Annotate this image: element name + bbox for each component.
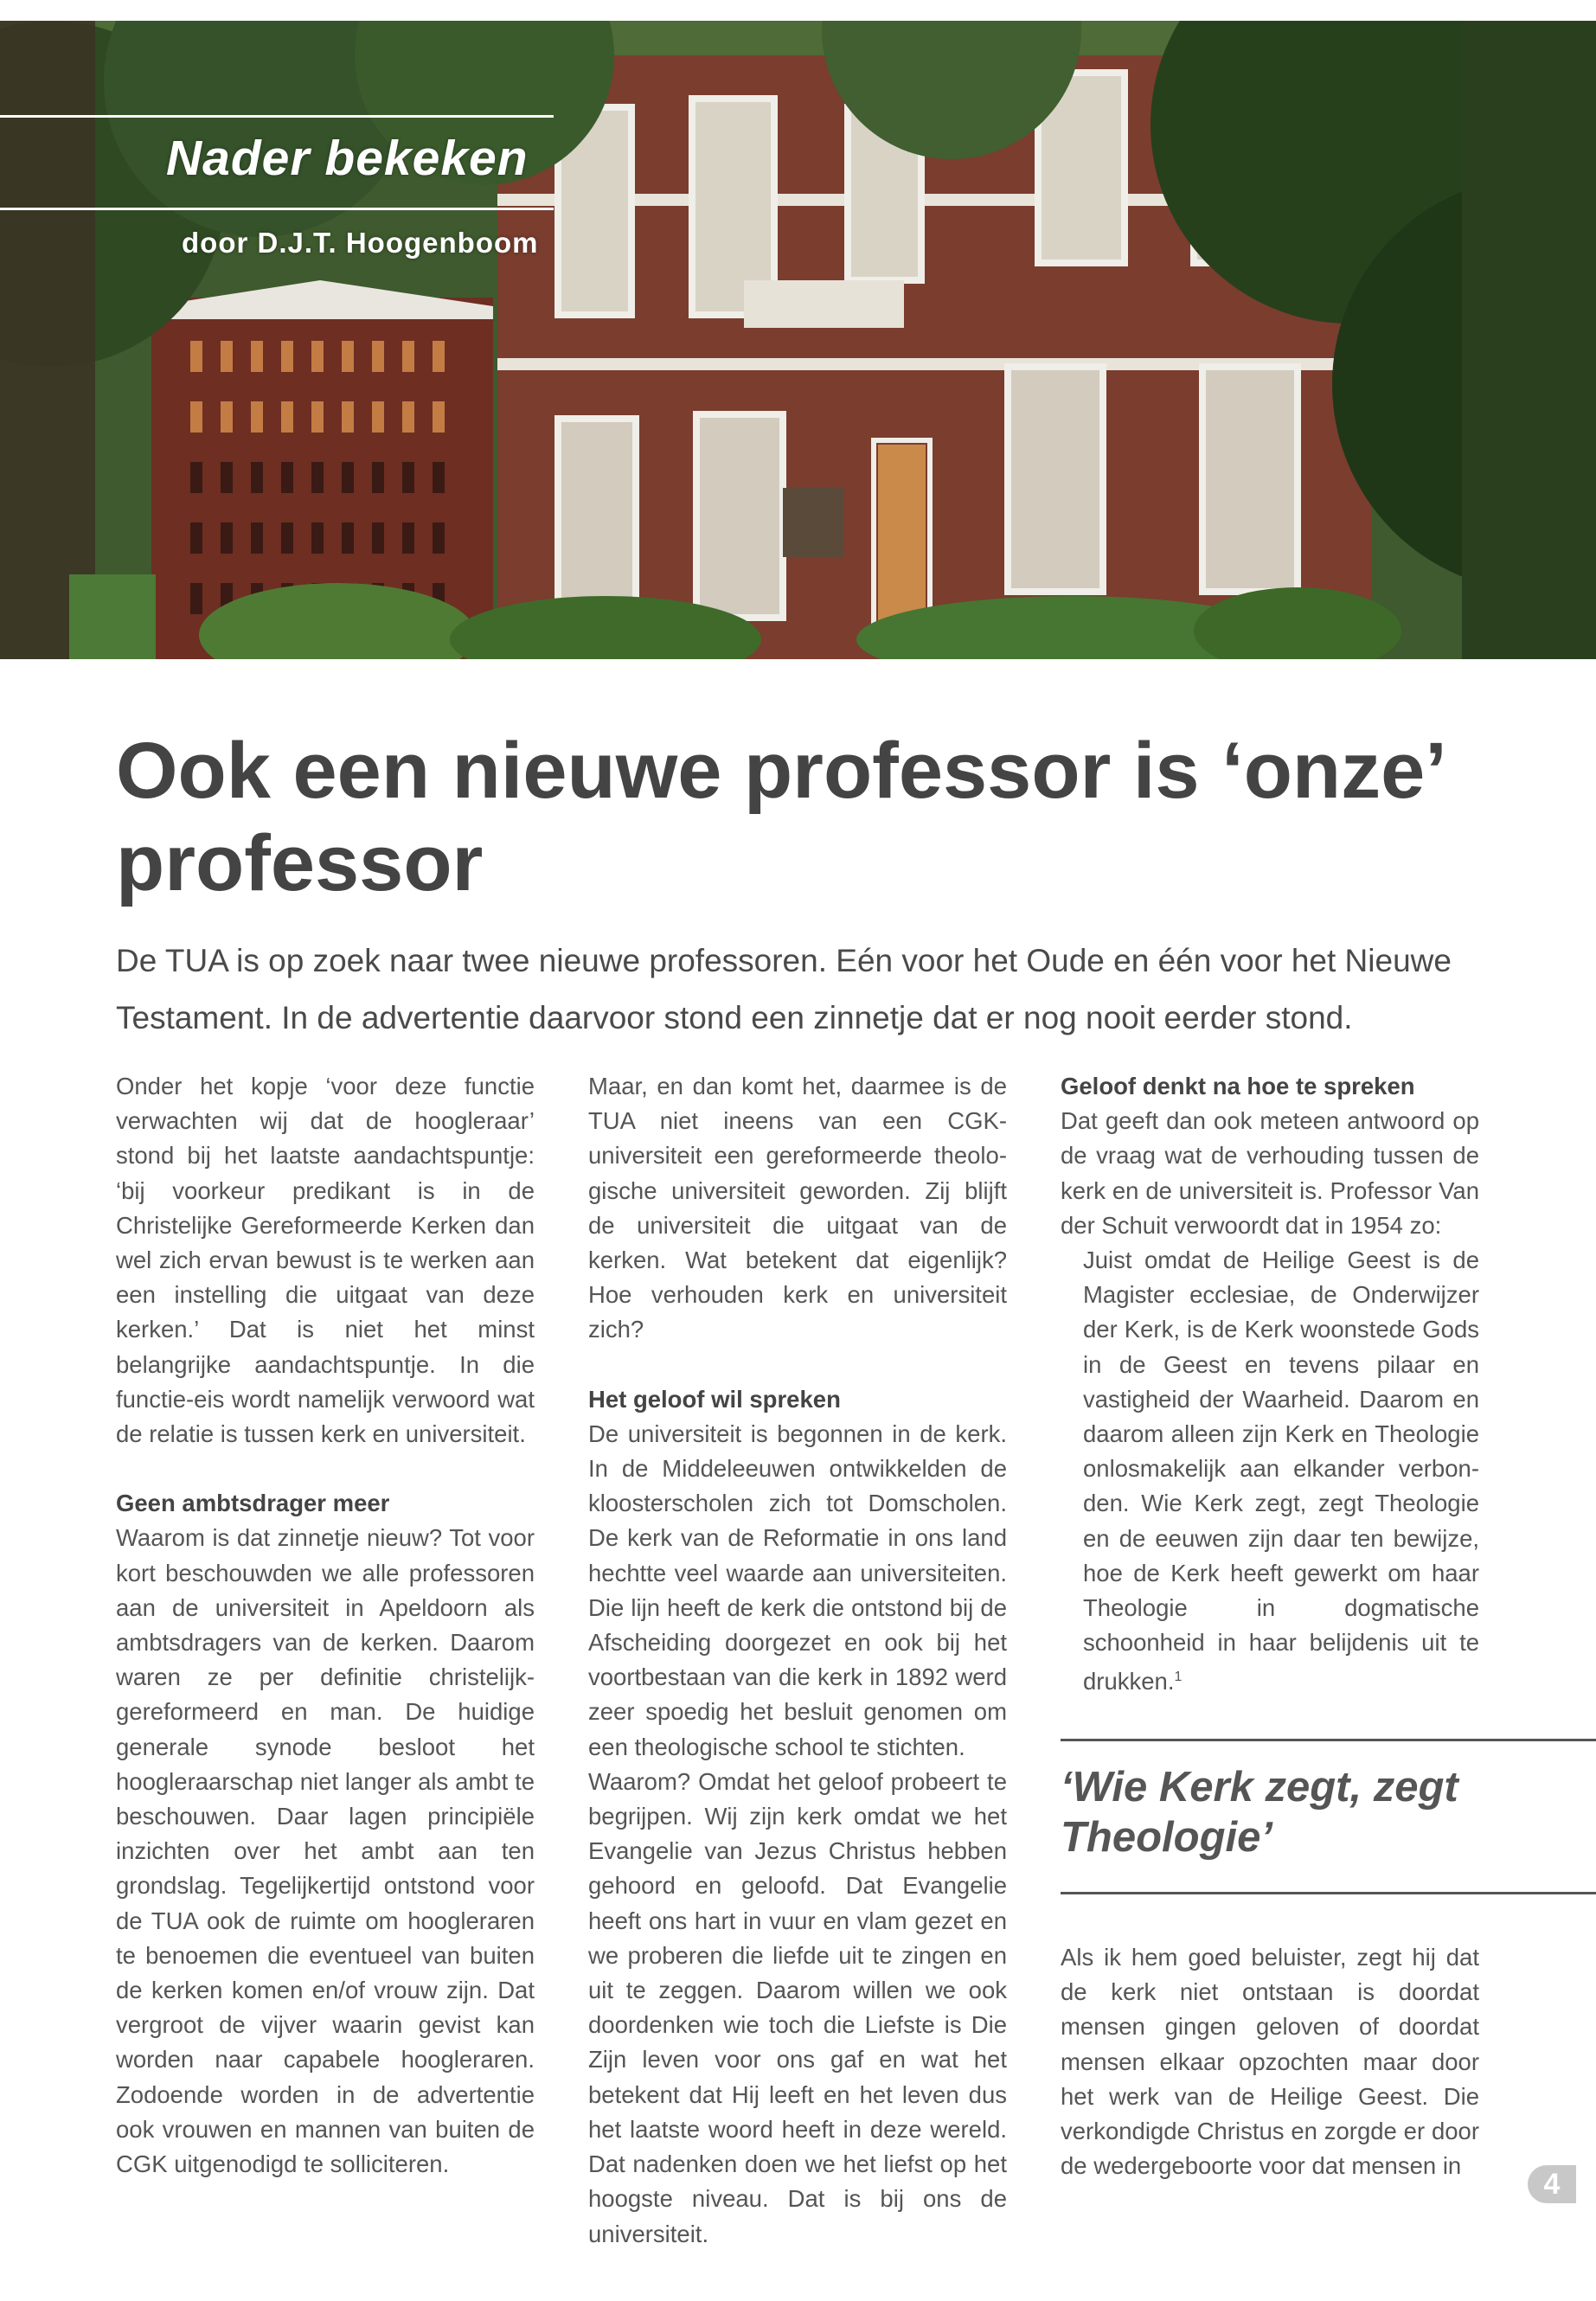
column-3 bbox=[1061, 1069, 1479, 1700]
pull-quote bbox=[1061, 1739, 1596, 1894]
subheading: Geen ambtsdrager meer bbox=[116, 1490, 390, 1517]
header-rule-bottom bbox=[0, 208, 554, 210]
body-paragraph: Onder het kopje ‘voor deze functie verwachten wij dat de hoogleraar’ stond bij het laatste aandachtspuntje: ‘bij voorkeur predikant is in de Christelijke Gereformeerde Kerken dan wel zich ervan bewust is te werken aan een instelling die uitgaat van deze kerken.’ Dat is niet het minst belangrijke aandachtspuntje. In die functie-eis wordt namelijk verwoord wat de relatie is tussen kerk en universiteit. bbox=[116, 1073, 535, 1448]
pull-quote-text: ‘Wie Kerk zegt, zegt Theologie’ bbox=[1061, 1764, 1458, 1861]
header-rule-top bbox=[0, 115, 554, 118]
column-1 bbox=[116, 1069, 535, 2182]
section-title: Nader bekeken bbox=[166, 131, 529, 186]
column-2 bbox=[588, 1069, 1007, 2252]
byline: door D.J.T. Hoogenboom bbox=[182, 227, 539, 259]
block-quote bbox=[1083, 1243, 1479, 1700]
body-paragraph: Waarom? Omdat het geloof probeert te begrijpen. Wij zijn kerk omdat we het Evangelie van Jezus Christus hebben gehoord en geloofd. Dat Evangelie heeft ons hart in vuur en vlam gezet en we proberen die liefde uit te zingen en uit te zeggen. Daarom willen we ook doordenken wie toch die Liefste is Die Zijn leven voor ons gaf en wat het betekent dat Hij leeft en het leven dus het laatste woord heeft in deze wereld. Dat nadenken doen we het liefst op het hoogste niveau. Dat is bij ons de universiteit. bbox=[588, 1767, 1007, 2247]
subheading: Geloof denkt na hoe te spreken bbox=[1061, 1073, 1415, 1099]
lead-paragraph: De TUA is op zoek naar twee nieuwe professoren. Eén voor het Oude en één voor het Nieuwe Testament. In de advertentie daarvoor stond een zinnetje dat er nog nooit eerder stond. bbox=[116, 943, 1452, 1035]
body-paragraph: Als ik hem goed beluister, zegt hij dat de kerk niet ontstaan is doordat mensen gingen geloven of doordat mensen elkaar opzochten maar door het werk van de Heilige Geest. Die verkondigde Christus en zorgde er door de wedergeboorte voor dat mensen in bbox=[1061, 1944, 1479, 2180]
headline: Ook een nieuwe professor is ‘onze’ professor bbox=[116, 727, 1443, 907]
quote-text: Juist omdat de Heilige Geest is de Magister ecclesiae, de Onderwijzer der Kerk, is de Kerk woonstede Gods in de Geest en tevens pilaar en vastigheid der Waarheid. Daarom en daarom alleen zijn Kerk en Theologie onlosmakelijk aan elkander verbonden. Wie Kerk zegt, zegt Theologie en de eeuwen zijn daar ten bewijze, hoe de Kerk heeft gewerkt om haar Theologie in dogmatische schoonheid in haar belijdenis uit te drukken. bbox=[1083, 1247, 1479, 1695]
footnote-marker: 1 bbox=[1174, 1670, 1183, 1685]
body-paragraph: Dat geeft dan ook meteen antwoord op de vraag wat de verhouding tussen de kerk en de universiteit is. Professor Van der Schuit verwoordt dat in 1954 zo: bbox=[1061, 1107, 1479, 1239]
subheading: Het geloof wil spreken bbox=[588, 1385, 841, 1413]
body-paragraph: De universiteit is begonnen in de kerk. In de Middeleeuwen ontwikkelden de kloosterscholen zich tot Domscholen. De kerk van de Reformatie in ons land hechtte veel waarde aan universiteiten. Die lijn heeft de kerk die ontstond bij de Afscheiding doorgezet en ook bij het voortbestaan van die kerk in 1892 werd zeer spoedig het besluit genomen om een theologische school te stichten. bbox=[588, 1420, 1007, 1760]
body-paragraph: Waarom is dat zinnetje nieuw? Tot voor kort beschouwden we alle professoren aan de universiteit in Apeldoorn als ambtsdragers van de kerken. Daarom waren ze per definitie christelijk-gereformeerd en man. De huidige generale synode besloot het hoogleraarschap niet langer als ambt te beschouwen. Daar lagen principiële inzichten over het ambt aan ten grondslag. Tegelijkertijd ontstond voor de TUA ook de ruimte om hoogleraren te benoemen die eventueel van buiten de kerken komen en/of vrouw zijn. Dat vergroot de vijver waarin gevist kan worden naar capabele hoogleraren. Zodoende worden in de advertentie ook vrouwen en mannen van buiten de CGK uitgenodigd te solliciteren. bbox=[116, 1524, 535, 2178]
body-paragraph: Maar, en dan komt het, daarmee is de TUA niet ineens van een CGK-universiteit een gereformeerde theologische universiteit geworden. Zij blijft de universiteit die uitgaat van de kerken. Wat betekent dat eigenlijk? Hoe verhouden kerk en universiteit zich? bbox=[588, 1073, 1007, 1343]
page-number: 4 bbox=[1528, 2165, 1576, 2203]
column-3-continued bbox=[1061, 1940, 1479, 2183]
